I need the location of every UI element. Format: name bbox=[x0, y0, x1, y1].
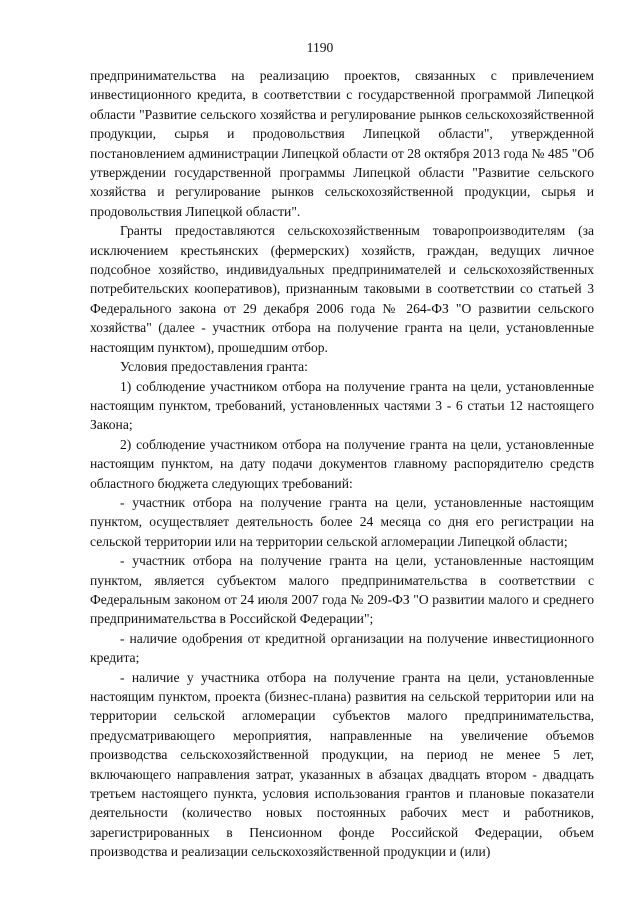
paragraph-conditions-heading: Условия предоставления гранта: bbox=[120, 359, 308, 375]
document-body bbox=[90, 66, 594, 862]
paragraph-condition-2: 2) соблюдение участником отбора на получение гранта на цели, установленные настоящим пунктом, на дату подачи документов главному распорядителю средств областного бюджета следующих требований: bbox=[90, 436, 594, 491]
paragraph-requirement-credit-approval: - наличие одобрения от кредитной организации на получение инвестиционного кредита; bbox=[90, 630, 594, 666]
paragraph-grants: Гранты предоставляются сельскохозяйственным товаропроизводителям (за исключением крестьянских (фермерских) хозяйств, граждан, ведущих личное подсобное хозяйство, индивидуальных предпринимателей и сельскохозяйственных потребительских кооперативов), признанным таковыми в соответствии со статьей 3 Федерального закона от 29 декабря 2006 года № 264-ФЗ "О развитии сельского хозяйства" (далее - участник отбора на получение гранта на цели, установленные настоящим пунктом), прошедшим отбор. bbox=[90, 223, 594, 355]
page-number: 1190 bbox=[306, 40, 334, 55]
paragraph-requirement-activity: - участник отбора на получение гранта на цели, установленные настоящим пунктом, осуществляет деятельность более 24 месяца со дня его регистрации на сельской территории или на территории сельской агломерации Липецкой области; bbox=[90, 494, 594, 549]
paragraph-condition-1: 1) соблюдение участником отбора на получение гранта на цели, установленные настоящим пунктом, требований, установленных частями 3 - 6 статьи 12 настоящего Закона; bbox=[90, 378, 594, 433]
paragraph-requirement-business-plan: - наличие у участника отбора на получение гранта на цели, установленные настоящим пунктом, проекта (бизнес-плана) развития на сельской территории или на территории сельской агломерации субъектов малого предпринимательства, предусматривающего мероприятия, направленные на увеличение объемов производства сельскохозяйственной продукции, на период не менее 5 лет, включающего направления затрат, указанных в абзацах двадцать втором - двадцать третьем настоящего пункта, условия использования грантов и плановые показатели деятельности (количество новых постоянных рабочих мест и работников, зарегистрированных в Пенсионном фонде Российской Федерации, объем производства и реализации сельскохозяйственной продукции и (или) bbox=[90, 669, 594, 860]
paragraph-requirement-small-business: - участник отбора на получение гранта на цели, установленные настоящим пунктом, является субъектом малого предпринимательства в соответствии с Федеральным законом от 24 июля 2007 года № 209-ФЗ "О развитии малого и среднего предпринимательства в Российской Федерации"; bbox=[90, 553, 594, 627]
paragraph-continuation: предпринимательства на реализацию проектов, связанных с привлечением инвестиционного кредита, в соответствии с государственной программой Липецкой области "Развитие сельского хозяйства и регулирование рынков сельскохозяйственной продукции, сырья и продовольствия Липецкой области", утвержденной постановлением администрации Липецкой области от 28 октября 2013 года № 485 "Об утверждении государственной программы Липецкой области "Развитие сельского хозяйства и регулирование рынков сельскохозяйственной продукции, сырья и продовольствия Липецкой области". bbox=[90, 68, 594, 219]
